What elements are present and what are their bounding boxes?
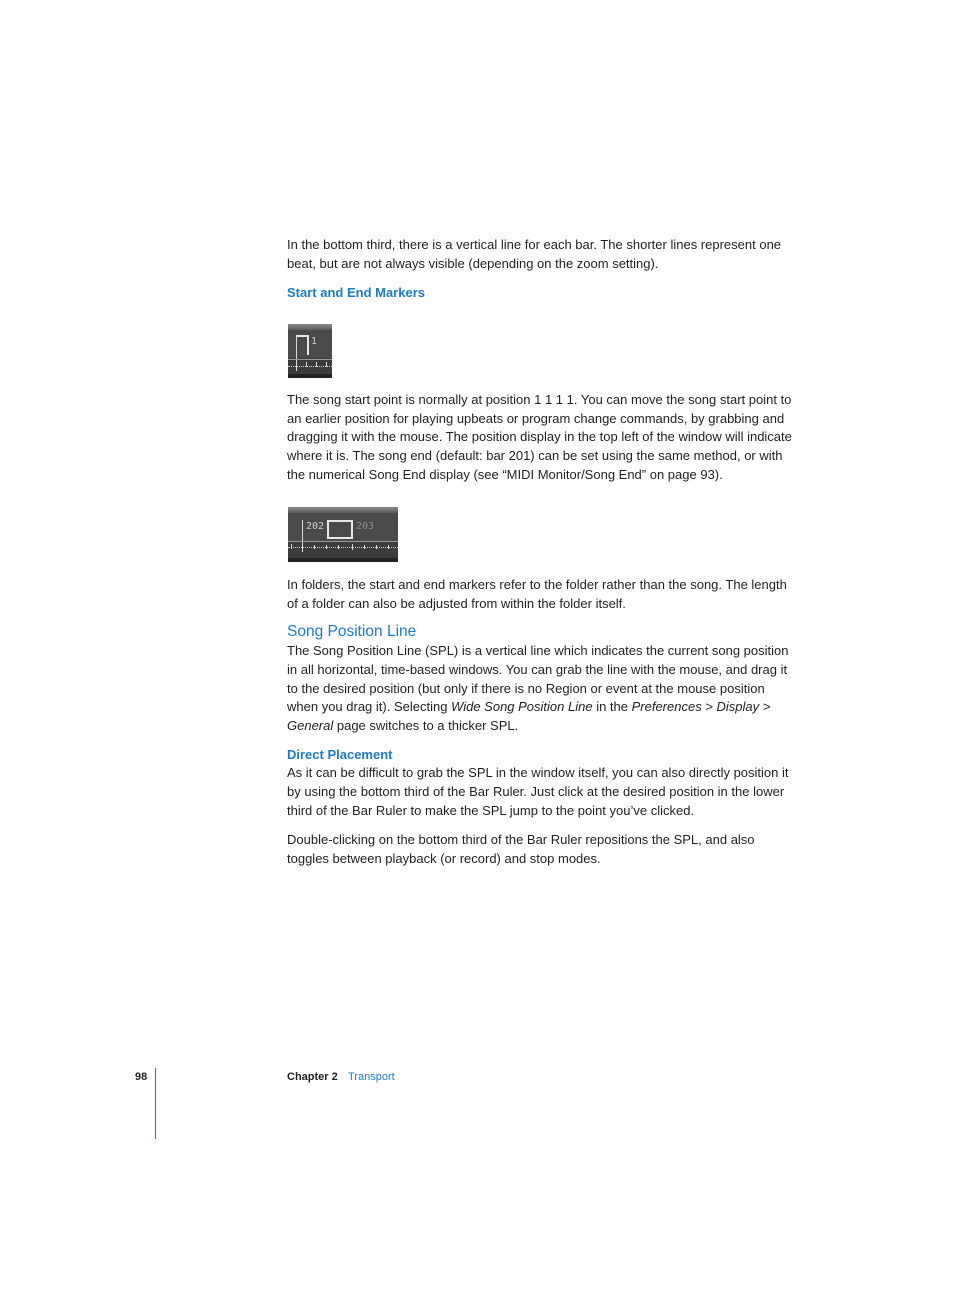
start-marker-icon[interactable] [296, 335, 309, 355]
paragraph-intro: In the bottom third, there is a vertical line for each bar. The shorter lines represent one beat, but are not always visible (depending on the zoom setting). [287, 237, 782, 271]
ruler-bottom [288, 558, 398, 562]
ruler-band [288, 330, 332, 358]
spl-emphasis-prefs: Preferences > Display > General [287, 699, 771, 733]
beat-tick [314, 545, 315, 549]
page-number: 98 [135, 1071, 148, 1083]
paragraph-start-end: The song start point is normally at position 1 1 1 1. You can move the song start point to an earlier position for playing upbeats or program change commands, by grabbing and dragging it with the mouse. The position display in the top left of the window will indicate where it is. The song end (default: bar 201) can be set using the same method, or with the numerical Song End display (see “MIDI Monitor/Song End” on page 93). [287, 392, 792, 482]
heading-direct-placement: Direct Placement [287, 747, 393, 763]
paragraph-direct-1: As it can be difficult to grab the SPL in the window itself, you can also directly position it by using the bottom third of the Bar Ruler. Just click at the desired position in the lower third of the Bar Ruler to make the SPL jump to the point you’ve clicked. [287, 765, 789, 818]
bar-label-203: 203 [356, 521, 375, 532]
end-marker-figure [288, 507, 398, 562]
ruler-divider [288, 541, 398, 542]
end-marker-icon[interactable] [327, 520, 353, 539]
ruler-divider [288, 359, 332, 360]
beat-tick [326, 545, 327, 549]
paragraph-spl [287, 642, 797, 735]
spl-text-a: The Song Position Line (SPL) is a vertical line which indicates the current song position in all horizontal, time-based windows. You can grab the line with the mouse, and drag it to the desired position (but only if there is no Region or event at the mouse position when you drag it). Selecting [287, 643, 789, 715]
beat-tick [291, 544, 292, 549]
beat-tick [306, 362, 307, 367]
beat-tick [364, 545, 365, 549]
spl-text-c: page switches to a thicker SPL. [333, 717, 519, 733]
beat-tick [326, 362, 327, 367]
heading-song-position-line: Song Position Line [287, 623, 417, 641]
ruler-bottom [288, 374, 332, 378]
start-marker-figure [288, 324, 332, 378]
spl-emphasis-wide: Wide Song Position Line [451, 699, 593, 715]
spl-text-b: in the [592, 699, 632, 715]
chapter-label: Chapter 2 [287, 1071, 338, 1083]
paragraph-direct-2: Double-clicking on the bottom third of the Bar Ruler repositions the SPL, and also toggles between playback (or record) and stop modes. [287, 832, 755, 866]
bar-tick [352, 544, 353, 550]
heading-start-end-markers: Start and End Markers [287, 285, 425, 301]
chapter-title[interactable]: Transport [348, 1071, 395, 1083]
ruler-dotted-line [288, 547, 398, 548]
beat-tick [316, 362, 317, 367]
footer-rule [155, 1068, 156, 1139]
paragraph-folders: In folders, the start and end markers refer to the folder rather than the song. The length of a folder can also be adjusted from within the folder itself. [287, 577, 787, 611]
beat-tick [338, 545, 339, 549]
beat-tick [388, 545, 389, 549]
bar-label-202: 202 [306, 521, 325, 532]
beat-tick [376, 545, 377, 549]
start-marker-label: 1 [311, 336, 318, 347]
